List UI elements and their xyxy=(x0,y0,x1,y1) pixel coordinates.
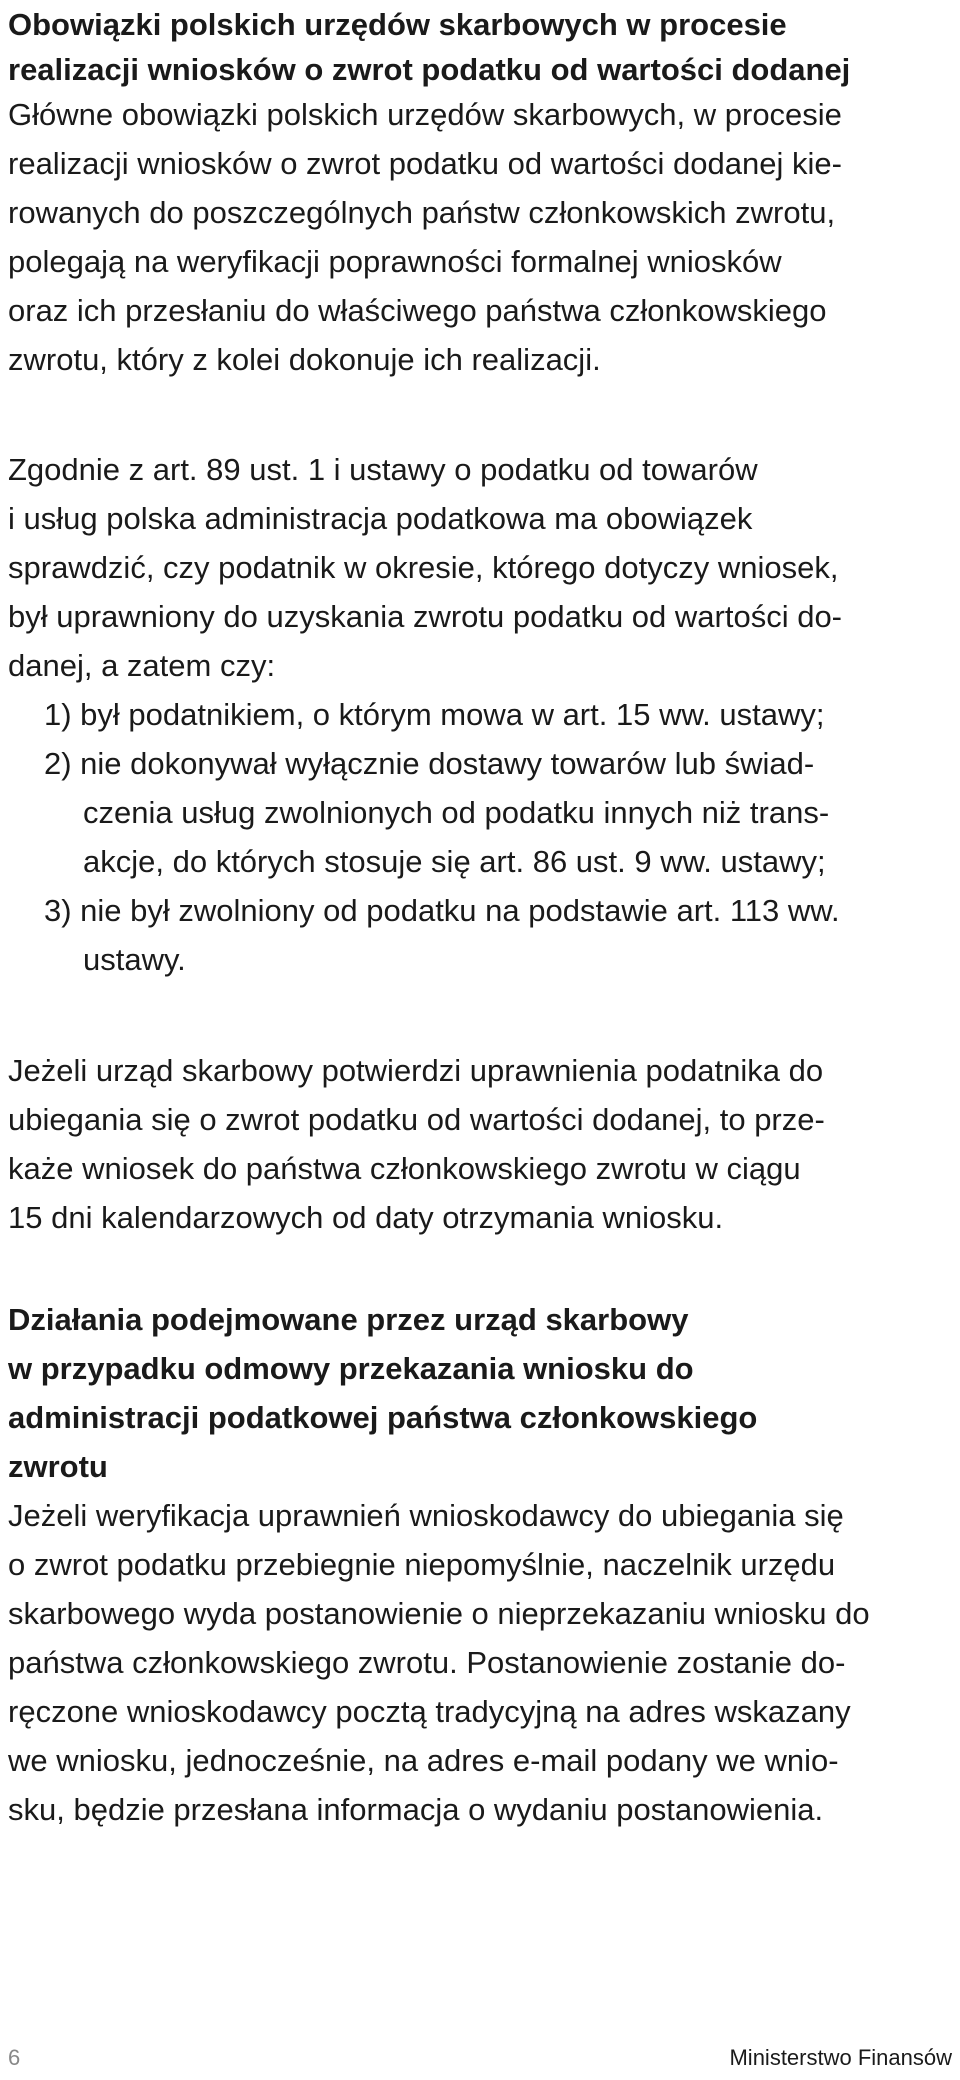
section-heading-line: Działania podejmowane przez urząd skarbowy xyxy=(8,1302,689,1337)
paragraph-line: rowanych do poszczególnych państw członkowskich zwrotu, xyxy=(8,195,836,230)
section-heading-line: w przypadku odmowy przekazania wniosku do xyxy=(8,1351,694,1386)
list-item-continuation: ustawy. xyxy=(83,942,186,977)
section-heading-line: realizacji wniosków o zwrot podatku od wartości dodanej xyxy=(8,52,851,87)
list-item-continuation: czenia usług zwolnionych od podatku innych niż trans- xyxy=(83,795,830,830)
paragraph-line: zwrotu, który z kolei dokonuje ich realizacji. xyxy=(8,342,601,377)
paragraph-line: ubiegania się o zwrot podatku od wartości dodanej, to prze- xyxy=(8,1102,825,1137)
list-item: 3) nie był zwolniony od podatku na podstawie art. 113 ww. xyxy=(44,893,840,928)
paragraph-line: oraz ich przesłaniu do właściwego państwa członkowskiego xyxy=(8,293,827,328)
paragraph-line: polegają na weryfikacji poprawności formalnej wniosków xyxy=(8,244,782,279)
paragraph-line: i usług polska administracja podatkowa ma obowiązek xyxy=(8,501,753,536)
paragraph-line: sprawdzić, czy podatnik w okresie, którego dotyczy wniosek, xyxy=(8,550,839,585)
paragraph-line: był uprawniony do uzyskania zwrotu podatku od wartości do- xyxy=(8,599,843,634)
page-number: 6 xyxy=(8,2045,21,2070)
paragraph-line: ręczone wnioskodawcy pocztą tradycyjną na adres wskazany xyxy=(8,1694,851,1729)
paragraph-line: skarbowego wyda postanowienie o nieprzekazaniu wniosku do xyxy=(8,1596,870,1631)
paragraph-line: we wniosku, jednocześnie, na adres e-mail podany we wnio- xyxy=(8,1743,839,1778)
paragraph-line: Zgodnie z art. 89 ust. 1 i ustawy o podatku od towarów xyxy=(8,452,758,487)
paragraph-line: danej, a zatem czy: xyxy=(8,648,276,683)
section-heading-line: zwrotu xyxy=(8,1449,108,1484)
document-page xyxy=(8,0,952,2080)
list-item: 2) nie dokonywał wyłącznie dostawy towarów lub świad- xyxy=(44,746,815,781)
list-item: 1) był podatnikiem, o którym mowa w art. 15 ww. ustawy; xyxy=(44,697,825,732)
paragraph-line: każe wniosek do państwa członkowskiego zwrotu w ciągu xyxy=(8,1151,801,1186)
paragraph-line: sku, będzie przesłana informacja o wydaniu postanowienia. xyxy=(8,1792,824,1827)
paragraph-line: państwa członkowskiego zwrotu. Postanowienie zostanie do- xyxy=(8,1645,846,1680)
publisher-name: Ministerstwo Finansów xyxy=(729,2045,952,2070)
paragraph-line: realizacji wniosków o zwrot podatku od wartości dodanej kie- xyxy=(8,146,842,181)
section-heading-line: Obowiązki polskich urzędów skarbowych w procesie xyxy=(8,7,787,42)
paragraph-line: Jeżeli urząd skarbowy potwierdzi uprawnienia podatnika do xyxy=(8,1053,824,1088)
paragraph-line: Jeżeli weryfikacja uprawnień wnioskodawcy do ubiegania się xyxy=(8,1498,844,1533)
section-heading-line: administracji podatkowej państwa członkowskiego xyxy=(8,1400,758,1435)
list-item-continuation: akcje, do których stosuje się art. 86 ust. 9 ww. ustawy; xyxy=(83,844,826,879)
paragraph-line: 15 dni kalendarzowych od daty otrzymania wniosku. xyxy=(8,1200,724,1235)
paragraph-line: Główne obowiązki polskich urzędów skarbowych, w procesie xyxy=(8,97,842,132)
paragraph-line: o zwrot podatku przebiegnie niepomyślnie, naczelnik urzędu xyxy=(8,1547,836,1582)
